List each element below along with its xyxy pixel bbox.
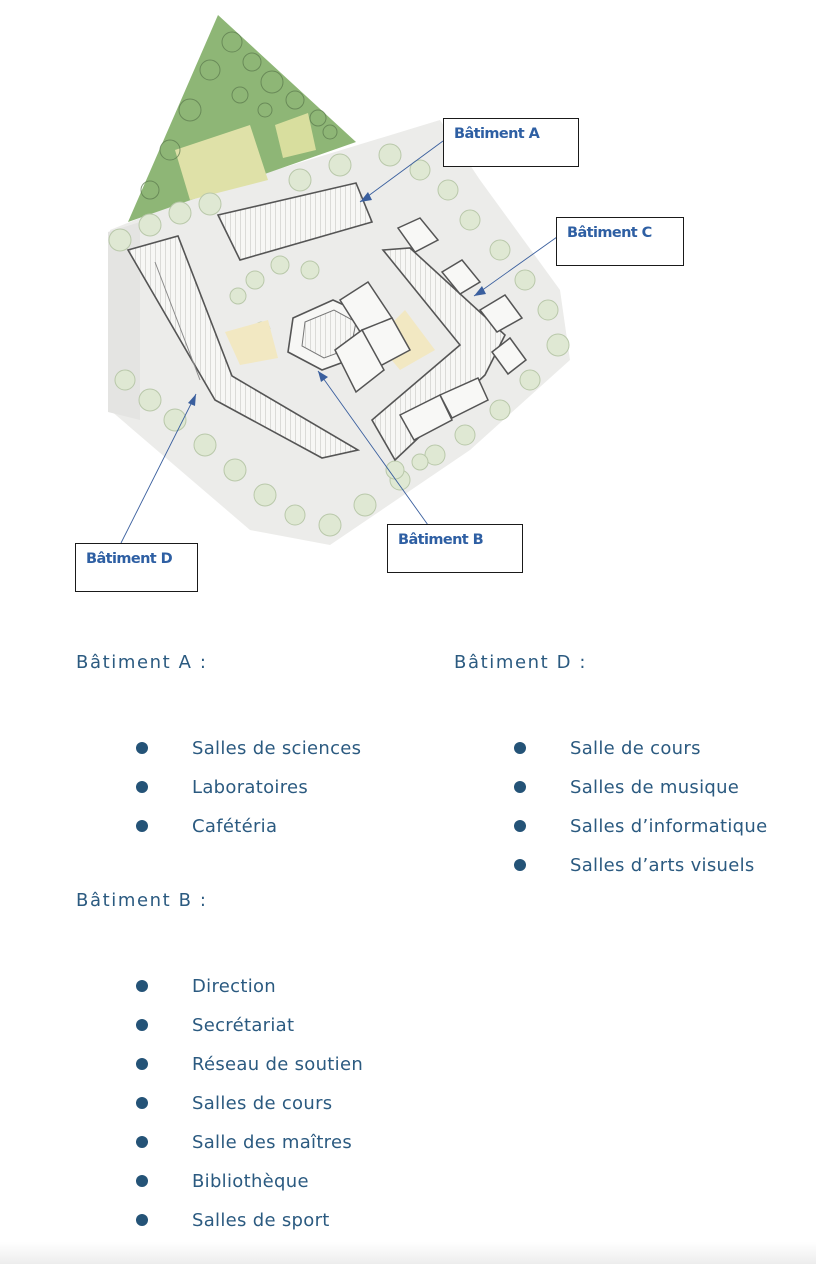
bullet-icon (136, 1175, 148, 1187)
bullet-icon (136, 820, 148, 832)
page-footer-strip (0, 1242, 816, 1264)
section-title-batiment-d: Bâtiment D : (454, 652, 588, 673)
list-item (76, 1093, 363, 1132)
bullet-icon (514, 820, 526, 832)
list-item-label: Salles de sport (192, 1210, 330, 1231)
list-item-label: Laboratoires (192, 777, 309, 798)
list-item-label: Salle des maîtres (192, 1132, 353, 1153)
callout-batiment-d: Bâtiment D (75, 543, 198, 592)
callout-batiment-b: Bâtiment B (387, 524, 523, 573)
room-list-batiment-a (76, 738, 361, 855)
list-item (76, 1015, 363, 1054)
bullet-icon (136, 1097, 148, 1109)
room-list-batiment-d (454, 738, 767, 894)
room-list-batiment-b (76, 976, 363, 1249)
bullet-icon (514, 859, 526, 871)
bullet-icon (136, 1136, 148, 1148)
list-item (454, 855, 767, 894)
list-item-label: Salles d’arts visuels (570, 855, 755, 876)
list-item (76, 1132, 363, 1171)
bullet-icon (514, 742, 526, 754)
list-item-label: Salles d’informatique (570, 816, 768, 837)
section-title-batiment-a: Bâtiment A : (76, 652, 208, 673)
list-item (76, 1171, 363, 1210)
list-item-label: Salles de cours (192, 1093, 333, 1114)
list-item-label: Direction (192, 976, 277, 997)
list-item (76, 777, 361, 816)
bullet-icon (136, 742, 148, 754)
bullet-icon (136, 1214, 148, 1226)
list-item-label: Cafétéria (192, 816, 278, 837)
callout-batiment-a: Bâtiment A (443, 118, 579, 167)
list-item-label: Salles de musique (570, 777, 740, 798)
list-item (454, 777, 767, 816)
list-item (76, 1054, 363, 1093)
bullet-icon (136, 1019, 148, 1031)
list-item-label: Salles de sciences (192, 738, 362, 759)
list-item (454, 738, 767, 777)
list-item-label: Réseau de soutien (192, 1054, 364, 1075)
list-item-label: Salle de cours (570, 738, 701, 759)
list-item-label: Secrétariat (192, 1015, 295, 1036)
list-item (76, 738, 361, 777)
bullet-icon (136, 1058, 148, 1070)
section-title-batiment-b: Bâtiment B : (76, 890, 208, 911)
callout-batiment-c: Bâtiment C (556, 217, 684, 266)
site-plan-illustration (0, 0, 816, 600)
list-item (76, 816, 361, 855)
bullet-icon (136, 781, 148, 793)
list-item-label: Bibliothèque (192, 1171, 309, 1192)
list-item (454, 816, 767, 855)
list-item (76, 976, 363, 1015)
bullet-icon (136, 980, 148, 992)
bullet-icon (514, 781, 526, 793)
